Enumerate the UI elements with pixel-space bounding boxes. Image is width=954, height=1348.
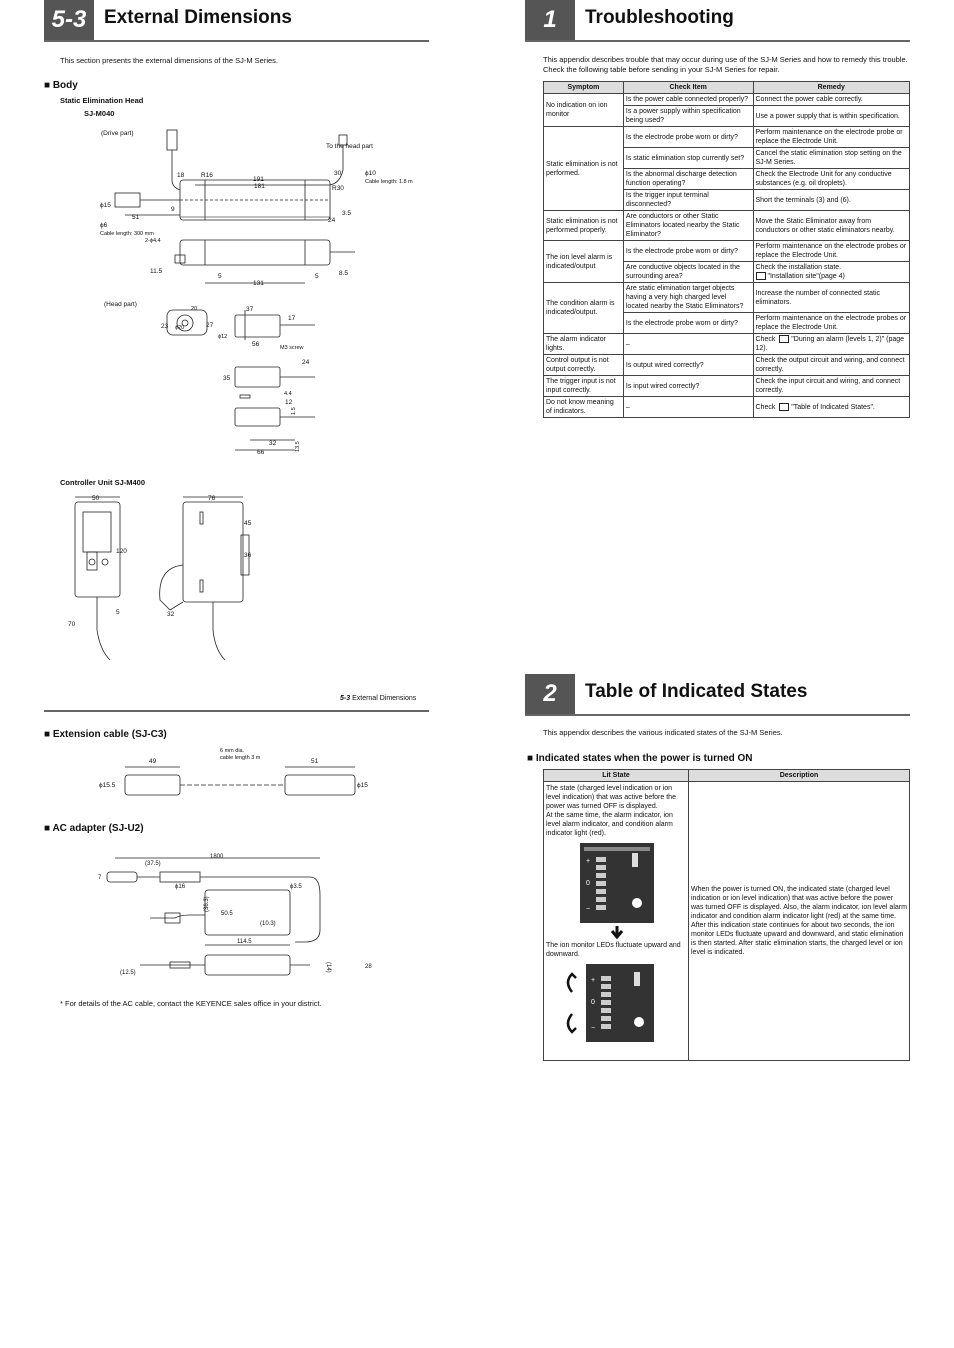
- remedy-cell: Increase the number of connected static eliminators.: [753, 283, 910, 313]
- arrow-up-icon: [568, 974, 576, 992]
- dim-32: 32: [269, 440, 277, 447]
- dim-12: 12: [285, 399, 293, 406]
- dim-4-4: 4.4: [284, 391, 292, 397]
- dim-56: 56: [252, 341, 260, 348]
- remedy-cell: Connect the power cable correctly.: [753, 94, 910, 106]
- section-number: 5-3: [44, 0, 94, 40]
- arrow-down-icon: [568, 1014, 576, 1032]
- dim-cable-18: Cable length: 1.8 m: [365, 179, 413, 185]
- extension-cable-drawing: [95, 745, 375, 800]
- table-row: [544, 211, 910, 241]
- dim-191: 191: [253, 176, 264, 183]
- extension-cable-heading: ■ Extension cable (SJ-C3): [44, 729, 167, 740]
- indicated-states-table: [543, 769, 910, 1061]
- check-cell: Is the electrode probe worn or dirty?: [623, 241, 753, 262]
- header-symptom: Symptom: [544, 82, 624, 94]
- svg-text:+: +: [591, 977, 596, 984]
- controller-dimension-drawing: [65, 490, 295, 665]
- troubleshooting-intro: This appendix describes trouble that may occur during use of the SJ-M Series and how to remedy this trouble. Check the following table before sending in your SJ-M Series for repair.: [543, 55, 908, 74]
- drive-part-label: (Drive part): [101, 130, 134, 137]
- ac-dim-28: 28: [365, 964, 372, 970]
- dim-30: 30: [334, 170, 342, 177]
- model-heading: SJ-M040: [84, 109, 115, 118]
- ac-dim-50-5: 50.5: [221, 911, 233, 917]
- head-part-label: (Head part): [104, 301, 137, 308]
- section-title: Troubleshooting: [585, 7, 734, 28]
- ctrl-dim-50: 50: [92, 495, 100, 502]
- check-cell: Is the electrode probe worn or dirty?: [623, 127, 753, 148]
- dim-phi12: ϕ12: [218, 334, 228, 340]
- lit-state-text-1: The state (charged level indication or ion level indication) that was active before the power was turned OFF is displayed.: [546, 785, 676, 810]
- svg-text:−: −: [591, 1025, 596, 1032]
- ext-dim-49: 49: [149, 758, 157, 765]
- dim-24: 24: [328, 217, 336, 224]
- dim-51: 51: [132, 214, 140, 221]
- dim-17: 17: [288, 315, 296, 322]
- dim-phi10: ϕ10: [365, 170, 376, 177]
- ext-dim-length: cable length 3 m: [220, 755, 261, 761]
- dim-phi15: ϕ15: [100, 202, 111, 209]
- check-cell: –: [623, 397, 753, 418]
- symptom-cell: No indication on ion monitor: [544, 94, 624, 127]
- check-cell: –: [623, 334, 753, 355]
- ac-dim-10-3: (10.3): [260, 921, 276, 927]
- check-cell: Is the trigger input terminal disconnected?: [623, 190, 753, 211]
- check-cell: Are conductors or other Static Eliminators located nearby the Static Eliminator?: [623, 211, 753, 241]
- remedy-text: Check the installation state.: [755, 264, 842, 271]
- remedy-cell: Check the output circuit and wiring, and connect correctly.: [753, 355, 910, 376]
- ac-dim-114-5: 114.5: [237, 939, 252, 945]
- check-cell: Is the electrode probe worn or dirty?: [623, 313, 753, 334]
- ac-dim-7: 7: [98, 875, 102, 881]
- section-title: Table of Indicated States: [585, 681, 808, 702]
- symptom-cell: The condition alarm is indicated/output.: [544, 283, 624, 334]
- lit-state-cell: [544, 782, 689, 1061]
- lit-state-text-2: At the same time, the alarm indicator, ion level alarm indicator, and condition alarm indicator light (red).: [546, 812, 673, 837]
- section-header-troubleshooting: [525, 0, 910, 42]
- indicated-states-intro: This appendix describes the various indicated states of the SJ-M Series.: [543, 728, 783, 737]
- remedy-cell: Check the Electrode Unit for any conductive substances (e.g. oil droplets).: [753, 169, 910, 190]
- section-header-external-dimensions: [44, 0, 429, 42]
- ac-dim-14: (14): [325, 962, 331, 973]
- body-heading: ■ Body: [44, 80, 78, 91]
- ac-dim-37-5: (37.5): [145, 861, 161, 867]
- dim-9: 9: [171, 206, 175, 213]
- ac-adapter-drawing: [95, 850, 385, 980]
- section-number: 2: [525, 674, 575, 714]
- dim-13-5: 13.5: [295, 441, 301, 452]
- dim-181: 181: [254, 183, 265, 190]
- table-row: [544, 241, 910, 262]
- remedy-cell: Short the terminals (3) and (6).: [753, 190, 910, 211]
- table-row: [544, 782, 910, 1061]
- ctrl-dim-120: 120: [116, 548, 127, 555]
- dim-phi4-4: 2-ϕ4.4: [145, 238, 161, 244]
- ac-adapter-heading: ■ AC adapter (SJ-U2): [44, 823, 144, 834]
- remedy-cell: [753, 262, 910, 283]
- ext-dim-dia: 6 mm dia.: [220, 748, 245, 754]
- body-dimension-drawing: [95, 125, 430, 460]
- symptom-cell: Static elimination is not performed.: [544, 127, 624, 211]
- remedy-cell: Move the Static Eliminator away from conductors or other static eliminators nearby.: [753, 211, 910, 241]
- ctrl-dim-5: 5: [116, 609, 120, 616]
- footer-number: 5-3: [340, 695, 351, 702]
- dim-24b: 24: [302, 359, 310, 366]
- ac-dim-phi16: ϕ16: [175, 884, 186, 890]
- description-cell: When the power is turned ON, the indicated state (charged level indication or ion level indication) that was active before the power was turned OFF is displayed. Also, the alarm indicator, ion level alarm indicator and condition alarm indicator light (red) at the same time. After this indication state continues for about two seconds, the ion monitor LEDs fluctuate upward and downward, and static elimination is then started. After static elimination starts, the charged level or ion level is indicated.: [689, 782, 910, 1061]
- remedy-cell: [753, 334, 910, 355]
- svg-text:0: 0: [586, 880, 590, 887]
- remedy-cell: [753, 397, 910, 418]
- section-title: External Dimensions: [104, 7, 292, 28]
- ext-dim-phi15: ϕ15: [357, 782, 368, 789]
- left-footer: [340, 695, 416, 702]
- ac-dim-12-5: (12.5): [120, 970, 136, 976]
- dim-37: 37: [246, 306, 254, 313]
- dim-27: 27: [206, 322, 214, 329]
- check-cell: Is the abnormal discharge detection function operating?: [623, 169, 753, 190]
- ac-dim-1800: 1800: [210, 854, 224, 860]
- header-check-item: Check Item: [623, 82, 753, 94]
- svg-text:0: 0: [591, 999, 595, 1006]
- dim-phi20: ϕ20: [175, 325, 185, 331]
- footer-text: External Dimensions: [352, 695, 417, 702]
- table-header-row: [544, 770, 910, 782]
- lit-state-text-3: The ion monitor LEDs fluctuate upward and downward.: [546, 942, 681, 958]
- check-cell: Is output wired correctly?: [623, 355, 753, 376]
- remedy-cell: Perform maintenance on the electrode probes or replace the Electrode Unit.: [753, 241, 910, 262]
- remedy-cell: Perform maintenance on the electrode probe or replace the Electrode Unit.: [753, 127, 910, 148]
- remedy-reference: "Installation site"(page 4): [767, 273, 845, 280]
- intro-text: This section presents the external dimensions of the SJ-M Series.: [60, 56, 279, 65]
- dim-1-5: 1.5: [291, 407, 297, 415]
- ext-dim-51: 51: [311, 758, 319, 765]
- remedy-cell: Use a power supply that is within specification.: [753, 106, 910, 127]
- dim-8-5: 8.5: [339, 270, 349, 277]
- check-cell: Are conductive objects located in the surrounding area?: [623, 262, 753, 283]
- check-cell: Is a power supply within specification being used?: [623, 106, 753, 127]
- remedy-text: Check: [755, 403, 776, 411]
- dim-3-5: 3.5: [342, 210, 352, 217]
- dim-35: 35: [223, 375, 231, 382]
- table-row: [544, 94, 910, 106]
- section-header-indicated-states: [525, 674, 910, 716]
- section-number: 1: [525, 0, 575, 40]
- ext-dim-phi15-5: ϕ15.5: [99, 782, 116, 789]
- ac-dim-36-3: (36.3): [204, 896, 210, 912]
- remedy-cell: Check the input circuit and wiring, and connect correctly.: [753, 376, 910, 397]
- ac-dim-phi3-5: ϕ3.5: [290, 884, 302, 890]
- dim-m3-screw: M3 screw: [280, 345, 304, 351]
- table-row: [544, 127, 910, 148]
- dim-5b: 5: [315, 273, 319, 280]
- controller-heading: Controller Unit SJ-M400: [60, 478, 146, 487]
- troubleshooting-table: [543, 81, 910, 418]
- to-head-part-label: To the head part: [326, 143, 373, 150]
- power-on-heading: ■ Indicated states when the power is turned ON: [527, 753, 753, 764]
- symptom-cell: Control output is not output correctly.: [544, 355, 624, 376]
- header-remedy: Remedy: [753, 82, 910, 94]
- remedy-reference: "During an alarm (levels 1, 2)" (page 12).: [755, 336, 905, 352]
- ac-note: * For details of the AC cable, contact the KEYENCE sales office in your district.: [60, 999, 322, 1008]
- dim-r16: R16: [201, 172, 213, 179]
- dim-cable-300: Cable length: 300 mm: [100, 231, 154, 237]
- dim-131: 131: [253, 280, 264, 287]
- table-row: [544, 283, 910, 313]
- table-row: [544, 334, 910, 355]
- symptom-cell: The alarm indicator lights.: [544, 334, 624, 355]
- table-row: [544, 397, 910, 418]
- book-icon: [779, 335, 789, 343]
- header-lit-state: Lit State: [544, 770, 689, 782]
- check-cell: Are static elimination target objects having a very high charged level located nearby the Static Eliminators?: [623, 283, 753, 313]
- dim-20: 20: [191, 306, 198, 312]
- ctrl-dim-45: 45: [244, 520, 252, 527]
- remedy-reference: "Table of Indicated States".: [791, 403, 875, 411]
- check-cell: Is the power cable connected properly?: [623, 94, 753, 106]
- svg-text:−: −: [586, 906, 591, 913]
- remedy-text: Check: [755, 336, 776, 343]
- ctrl-dim-76: 76: [208, 495, 216, 502]
- remedy-cell: Perform maintenance on the electrode probes or replace the Electrode Unit.: [753, 313, 910, 334]
- dim-23: 23: [161, 323, 169, 330]
- check-cell: Is static elimination stop currently set?: [623, 148, 753, 169]
- ctrl-dim-36: 36: [244, 552, 252, 559]
- book-icon: [779, 403, 789, 411]
- controller-panel-image-2: [546, 962, 686, 1047]
- ctrl-dim-32: 32: [167, 611, 175, 618]
- static-head-heading: Static Elimination Head: [60, 96, 144, 105]
- ctrl-dim-70: 70: [68, 621, 76, 628]
- svg-text:+: +: [586, 858, 591, 865]
- book-icon: [756, 272, 766, 280]
- dim-r30: R30: [332, 185, 344, 192]
- table-header-row: [544, 82, 910, 94]
- dim-phi6: ϕ6: [100, 222, 108, 229]
- header-description: Description: [689, 770, 910, 782]
- symptom-cell: The trigger input is not input correctly.: [544, 376, 624, 397]
- dim-18: 18: [177, 172, 185, 179]
- symptom-cell: The ion level alarm is indicated/output: [544, 241, 624, 283]
- symptom-cell: Static elimination is not performed properly.: [544, 211, 624, 241]
- check-cell: Is input wired correctly?: [623, 376, 753, 397]
- dim-5a: 5: [218, 273, 222, 280]
- left-divider: [44, 710, 429, 712]
- symptom-cell: Do not know meaning of indicators.: [544, 397, 624, 418]
- remedy-cell: Cancel the static elimination stop setting on the SJ-M Series.: [753, 148, 910, 169]
- dim-11-5: 11.5: [150, 268, 163, 275]
- table-row: [544, 355, 910, 376]
- dim-66: 66: [257, 449, 265, 456]
- controller-panel-image-1: [546, 841, 686, 941]
- table-row: [544, 376, 910, 397]
